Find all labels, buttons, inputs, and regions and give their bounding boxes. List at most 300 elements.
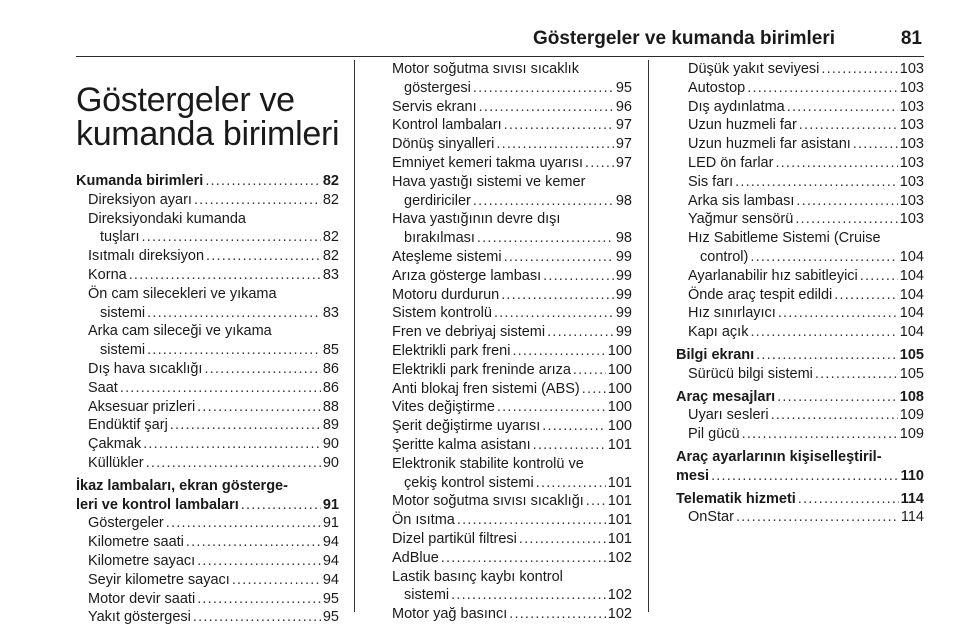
toc-entry-label: Aksesuar prizleri [88, 398, 196, 415]
dot-leader [241, 496, 321, 515]
dot-leader [542, 417, 606, 436]
toc-entry-row [392, 380, 632, 399]
toc-entry[interactable] [380, 304, 632, 323]
toc-entry-page: 103 [899, 192, 924, 209]
toc-entry-page: 109 [899, 426, 924, 443]
toc-entry-page: 95 [322, 590, 339, 607]
dot-leader [582, 380, 606, 399]
column-divider [648, 60, 649, 612]
toc-entry-row [688, 425, 924, 444]
toc-entry[interactable] [676, 267, 924, 286]
toc-entry[interactable] [76, 285, 339, 323]
dot-leader [787, 98, 898, 117]
dot-leader [204, 360, 320, 379]
dot-leader [860, 267, 898, 286]
toc-entry-page: 91 [322, 496, 339, 513]
toc-entry-page: 98 [615, 230, 632, 247]
toc-entry-page: 89 [322, 417, 339, 434]
toc-entry[interactable] [380, 511, 632, 530]
toc-entry-page: 108 [899, 388, 924, 405]
toc-entry-page: 104 [899, 324, 924, 341]
toc-entry-row [392, 417, 632, 436]
toc-entry-page: 88 [322, 398, 339, 415]
toc-entry-row [676, 467, 924, 486]
toc-entry-page: 114 [900, 490, 924, 507]
toc-entry-label: Bilgi ekranı [676, 346, 755, 363]
toc-entry-row [392, 549, 632, 568]
toc-entry-label: Motor devir saati [88, 590, 196, 607]
toc-entry-row [688, 323, 924, 342]
toc-entry-label: Önde araç tespit edildi [688, 286, 833, 303]
toc-entry[interactable] [380, 605, 632, 624]
toc-entry-row [392, 286, 632, 305]
toc-entry-page: 100 [607, 380, 632, 397]
toc-entry-row [688, 135, 924, 154]
dot-leader [205, 172, 321, 191]
toc-entry[interactable] [76, 533, 339, 552]
toc-entry-row [392, 586, 632, 605]
toc-entry-row [88, 533, 339, 552]
toc-entry-page: 103 [899, 79, 924, 96]
toc-entry-page: 109 [899, 407, 924, 424]
toc-entry-label-first-line: Elektronik stabilite kontrolü ve [392, 455, 584, 472]
toc-entry[interactable] [380, 417, 632, 436]
toc-entry-page: 82 [322, 229, 339, 246]
toc-entry-row [392, 436, 632, 455]
toc-entry-row [88, 266, 339, 285]
dot-leader [479, 98, 614, 117]
toc-entry-label: Motor yağ basıncı [392, 606, 508, 623]
toc-entry-row [88, 398, 339, 417]
toc-entry-row [88, 341, 339, 360]
toc-entry-label: Elektrikli park freninde arıza [392, 361, 571, 378]
chapter-title [76, 80, 346, 153]
toc-entry-label-first-line: Araç ayarlarının kişiselleştiril- [676, 448, 882, 465]
toc-entry-page: 83 [322, 266, 339, 283]
toc-entry-row [392, 192, 632, 211]
toc-entry-label: Arıza gösterge lambası [392, 267, 542, 284]
toc-entry-row [88, 454, 339, 473]
toc-entry-page: 97 [615, 117, 632, 134]
toc-entry-label: Uzun huzmeli far [688, 117, 797, 134]
toc-entry-page: 99 [615, 267, 632, 284]
toc-entry-page: 99 [615, 324, 632, 341]
dot-leader [775, 154, 897, 173]
toc-entry-page: 90 [322, 436, 339, 453]
toc-entry[interactable] [380, 267, 632, 286]
toc-entry-label-first-line: Hız Sabitleme Sistemi (Cruise [688, 230, 881, 247]
toc-entry[interactable] [380, 248, 632, 267]
toc-entry-row [392, 474, 632, 493]
toc-entry[interactable] [676, 304, 924, 323]
toc-entry-label: Emniyet kemeri takma uyarısı [392, 154, 583, 171]
dot-leader [735, 173, 898, 192]
toc-entry-label: sistemi [404, 587, 450, 604]
toc-entry-page: 97 [615, 154, 632, 171]
toc-entry[interactable] [676, 365, 924, 384]
toc-entry-label: Kilometre sayacı [88, 552, 196, 569]
dot-leader [147, 341, 321, 360]
toc-entry-row [392, 267, 632, 286]
dot-leader [143, 435, 321, 454]
toc-entry-page: 100 [607, 342, 632, 359]
toc-entry-row [688, 210, 924, 229]
toc-entry-page: 103 [899, 211, 924, 228]
toc-column-2 [380, 60, 632, 624]
toc-entry-label-first-line: Direksiyondaki kumanda [88, 210, 246, 227]
toc-entry-page: 86 [322, 379, 339, 396]
toc-entry-page: 104 [899, 248, 924, 265]
toc-entry-page: 103 [899, 98, 924, 115]
toc-entry-label: Küllükler [88, 454, 144, 471]
toc-entry[interactable] [76, 590, 339, 609]
toc-column-1 [76, 172, 339, 627]
dot-leader [197, 398, 321, 417]
dot-leader [197, 552, 321, 571]
toc-entry-row [392, 398, 632, 417]
toc-entry-page: 99 [615, 286, 632, 303]
dot-leader [543, 267, 614, 286]
dot-leader [441, 549, 606, 568]
toc-entry-page: 105 [899, 346, 924, 363]
toc-entry-page: 85 [322, 342, 339, 359]
toc-entry[interactable] [676, 508, 924, 527]
dot-leader [750, 248, 897, 267]
toc-entry-label-first-line: Ön cam silecekleri ve yıkama [88, 285, 277, 302]
column-divider [354, 60, 355, 612]
toc-entry-label: Uzun huzmeli far asistanı [688, 136, 851, 153]
dot-leader [504, 248, 614, 267]
toc-entry[interactable] [76, 360, 339, 379]
toc-entry-label: Telematik hizmeti [676, 490, 796, 507]
toc-entry-row [88, 571, 339, 590]
toc-entry-label: Saat [88, 379, 118, 396]
toc-entry-page: 100 [607, 361, 632, 378]
dot-leader [747, 79, 898, 98]
toc-entry-label: Ateşleme sistemi [392, 248, 502, 265]
dot-leader [194, 191, 321, 210]
toc-entry-page: 102 [607, 587, 632, 604]
toc-entry-label: Ön ısıtma [392, 512, 455, 529]
toc-entry-row [88, 379, 339, 398]
toc-entry-label: Isıtmalı direksiyon [88, 248, 205, 265]
toc-entry[interactable] [380, 135, 632, 154]
toc-entry-label: Şeritte kalma asistanı [392, 436, 531, 453]
dot-leader [750, 323, 897, 342]
toc-entry-label-first-line: Motor soğutma sıvısı sıcaklık [392, 61, 579, 77]
toc-entry-page: 104 [899, 267, 924, 284]
toc-entry[interactable] [76, 571, 339, 590]
toc-entry[interactable] [676, 192, 924, 211]
toc-entry-page: 103 [899, 61, 924, 77]
toc-entry-page: 97 [615, 136, 632, 153]
toc-entry-row [392, 511, 632, 530]
toc-entry[interactable] [676, 173, 924, 192]
dot-leader [547, 323, 614, 342]
toc-entry[interactable] [76, 608, 339, 627]
chapter-title-line: Göstergeler ve [76, 80, 295, 119]
toc-entry-page: 103 [899, 136, 924, 153]
toc-entry-page: 110 [900, 467, 924, 484]
toc-entry[interactable] [76, 322, 339, 360]
dot-leader [129, 266, 321, 285]
toc-entry-row [688, 267, 924, 286]
dot-leader [504, 116, 614, 135]
dot-leader [197, 590, 321, 609]
toc-entry-label: Sistem kontrolü [392, 305, 492, 322]
toc-entry-row [392, 492, 632, 511]
toc-entry-label: tuşları [100, 229, 140, 246]
toc-entry[interactable] [676, 286, 924, 305]
toc-entry[interactable] [76, 514, 339, 533]
toc-entry[interactable] [380, 530, 632, 549]
toc-entry[interactable] [676, 229, 924, 267]
toc-entry-page: 91 [322, 515, 339, 532]
dot-leader [477, 229, 614, 248]
toc-entry[interactable] [676, 116, 924, 135]
toc-entry-label: leri ve kontrol lambaları [76, 496, 239, 513]
toc-entry[interactable] [676, 154, 924, 173]
toc-entry-label: Arka sis lambası [688, 192, 795, 209]
toc-entry-page: 94 [322, 534, 339, 551]
toc-entry[interactable] [380, 154, 632, 173]
toc-entry-label: göstergesi [404, 79, 471, 96]
toc-entry-label: Seyir kilometre sayacı [88, 571, 230, 588]
toc-entry-label: Dönüş sinyalleri [392, 136, 495, 153]
toc-entry[interactable] [380, 286, 632, 305]
toc-entry-label-first-line: Lastik basınç kaybı kontrol [392, 568, 563, 585]
toc-entry-label: Kumanda birimleri [76, 173, 204, 189]
toc-entry[interactable] [380, 98, 632, 117]
running-head [0, 0, 960, 56]
toc-entry-row [88, 360, 339, 379]
toc-entry-row [88, 304, 339, 323]
toc-section-entry[interactable] [76, 172, 339, 191]
dot-leader [232, 571, 321, 590]
dot-leader [147, 304, 321, 323]
running-head-title: Göstergeler ve kumanda birimleri [532, 28, 835, 49]
dot-leader [494, 304, 614, 323]
toc-entry-row [688, 116, 924, 135]
toc-entry-row [392, 116, 632, 135]
dot-leader [573, 361, 606, 380]
toc-entry[interactable] [676, 425, 924, 444]
toc-entry[interactable] [76, 379, 339, 398]
toc-entry[interactable] [380, 492, 632, 511]
toc-entry[interactable] [380, 342, 632, 361]
toc-entry[interactable] [380, 380, 632, 399]
toc-entry[interactable] [676, 406, 924, 425]
toc-entry-row [676, 388, 924, 407]
toc-entry[interactable] [676, 323, 924, 342]
toc-entry-label: Vites değiştirme [392, 399, 495, 416]
toc-entry-label: Korna [88, 266, 127, 283]
chapter-title-line: kumanda birimleri [76, 114, 340, 153]
toc-entry-label: Elektrikli park freni [392, 342, 511, 359]
dot-leader [519, 530, 606, 549]
dot-leader [206, 247, 321, 266]
toc-entry-row [88, 191, 339, 210]
dot-leader [473, 192, 614, 211]
toc-entry-label: Servis ekranı [392, 98, 477, 115]
dot-leader [512, 342, 605, 361]
dot-leader [756, 346, 898, 365]
toc-entry-row [688, 79, 924, 98]
toc-entry-label: Göstergeler [88, 515, 164, 532]
toc-entry[interactable] [380, 436, 632, 455]
dot-leader [533, 436, 606, 455]
toc-entry-label: Pil gücü [688, 426, 740, 443]
toc-entry-label: Sis farı [688, 173, 734, 190]
toc-entry[interactable] [380, 361, 632, 380]
toc-entry[interactable] [380, 60, 632, 98]
toc-entry-label: Motoru durdurun [392, 286, 500, 303]
toc-entry-page: 103 [899, 173, 924, 190]
toc-entry-page: 98 [615, 192, 632, 209]
dot-leader [778, 304, 898, 323]
toc-entry-row [392, 229, 632, 248]
toc-entry-label: AdBlue [392, 549, 439, 566]
toc-entry-label: sistemi [100, 304, 146, 321]
dot-leader [142, 228, 321, 247]
toc-entry-row [88, 608, 339, 627]
toc-entry-page: 104 [899, 286, 924, 303]
toc-entry[interactable] [380, 398, 632, 417]
toc-entry[interactable] [380, 549, 632, 568]
toc-entry-row [392, 342, 632, 361]
toc-entry[interactable] [76, 435, 339, 454]
toc-entry[interactable] [380, 173, 632, 211]
toc-entry[interactable] [676, 79, 924, 98]
toc-entry-page: 99 [615, 248, 632, 265]
dot-leader [186, 533, 321, 552]
dot-leader [777, 388, 898, 407]
toc-entry[interactable] [76, 247, 339, 266]
dot-leader [796, 192, 897, 211]
toc-entry[interactable] [76, 552, 339, 571]
toc-entry-label: LED ön farlar [688, 154, 774, 171]
toc-entry-row [88, 514, 339, 533]
toc-entry-label: Direksiyon ayarı [88, 191, 192, 208]
toc-entry-label: gerdiriciler [404, 192, 471, 209]
toc-entry[interactable] [380, 116, 632, 135]
toc-entry-row [688, 508, 924, 527]
toc-entry-label: Uyarı sesleri [688, 407, 769, 424]
toc-section-entry[interactable] [676, 388, 924, 407]
toc-entry[interactable] [380, 568, 632, 606]
toc-entry[interactable] [76, 416, 339, 435]
toc-entry-label: Motor soğutma sıvısı sıcaklığı [392, 493, 584, 510]
dot-leader [821, 60, 897, 79]
toc-entry-row [688, 304, 924, 323]
toc-entry-label: bırakılması [404, 230, 475, 247]
toc-entry-page: 100 [607, 418, 632, 435]
toc-entry-page: 100 [607, 399, 632, 416]
toc-entry-page: 95 [322, 609, 339, 626]
toc-entry[interactable] [380, 455, 632, 493]
toc-entry-page: 103 [899, 117, 924, 134]
page-number: 81 [900, 28, 922, 49]
toc-entry[interactable] [76, 398, 339, 417]
toc-entry[interactable] [380, 210, 632, 248]
toc-entry[interactable] [76, 210, 339, 248]
toc-entry-label-first-line: Hava yastığı sistemi ve kemer [392, 173, 586, 190]
toc-entry[interactable] [76, 191, 339, 210]
dot-leader [771, 406, 898, 425]
toc-entry-page: 102 [607, 549, 632, 566]
toc-entry-label: Ayarlanabilir hız sabitleyici [688, 267, 858, 284]
dot-leader [736, 508, 899, 527]
toc-entry-label: Kapı açık [688, 324, 749, 341]
toc-entry-label: Sürücü bilgi sistemi [688, 365, 813, 382]
toc-entry[interactable] [380, 323, 632, 342]
toc-entry[interactable] [676, 210, 924, 229]
dot-leader [798, 490, 899, 509]
toc-entry-label: Yağmur sensörü [688, 211, 794, 228]
toc-entry-row [392, 98, 632, 117]
toc-entry-page: 94 [322, 571, 339, 588]
toc-entry-page: 83 [322, 304, 339, 321]
toc-section-entry[interactable] [76, 477, 339, 515]
dot-leader [166, 514, 321, 533]
toc-entry-label: çekiş kontrol sistemi [404, 474, 534, 491]
toc-entry-row [76, 172, 339, 191]
toc-entry-row [392, 135, 632, 154]
toc-entry-label: Şerit değiştirme uyarısı [392, 418, 541, 435]
toc-entry-label-first-line: Arka cam sileceği ve yıkama [88, 323, 272, 340]
toc-entry[interactable] [676, 98, 924, 117]
toc-entry-page: 82 [322, 191, 339, 208]
toc-section-entry[interactable] [676, 346, 924, 365]
dot-leader [501, 286, 614, 305]
toc-entry[interactable] [676, 135, 924, 154]
dot-leader [711, 467, 899, 486]
toc-entry-page: 114 [900, 509, 924, 526]
toc-entry-row [392, 304, 632, 323]
toc-entry-label: Anti blokaj fren sistemi (ABS) [392, 380, 580, 397]
toc-entry-label: Autostop [688, 79, 746, 96]
toc-entry-label: sistemi [100, 342, 146, 359]
toc-entry-row [88, 552, 339, 571]
toc-entry-row [392, 154, 632, 173]
toc-section-entry[interactable] [676, 448, 924, 486]
toc-entry-page: 104 [899, 305, 924, 322]
toc-entry-label: Hız sınırlayıcı [688, 305, 776, 322]
dot-leader [496, 135, 614, 154]
toc-entry-label: Çakmak [88, 436, 142, 453]
toc-section-entry[interactable] [676, 490, 924, 509]
toc-entry[interactable] [76, 454, 339, 473]
toc-entry-page: 90 [322, 454, 339, 471]
toc-entry-page: 101 [607, 436, 632, 453]
toc-entry-page: 99 [615, 305, 632, 322]
toc-entry-label-first-line: İkaz lambaları, ekran gösterge- [76, 477, 288, 494]
toc-entry-row [688, 286, 924, 305]
toc-entry[interactable] [676, 60, 924, 79]
toc-entry-label: Kilometre saati [88, 534, 184, 551]
toc-entry-page: 101 [607, 530, 632, 547]
header-rule [76, 56, 924, 57]
dot-leader [457, 511, 606, 530]
toc-entry-label: Dizel partikül filtresi [392, 530, 517, 547]
toc-entry-page: 95 [615, 79, 632, 96]
toc-entry-label: Yakıt göstergesi [88, 609, 191, 626]
dot-leader [834, 286, 898, 305]
dot-leader [815, 365, 898, 384]
toc-entry-row [688, 406, 924, 425]
toc-entry-label: Kontrol lambaları [392, 117, 502, 134]
toc-entry[interactable] [76, 266, 339, 285]
